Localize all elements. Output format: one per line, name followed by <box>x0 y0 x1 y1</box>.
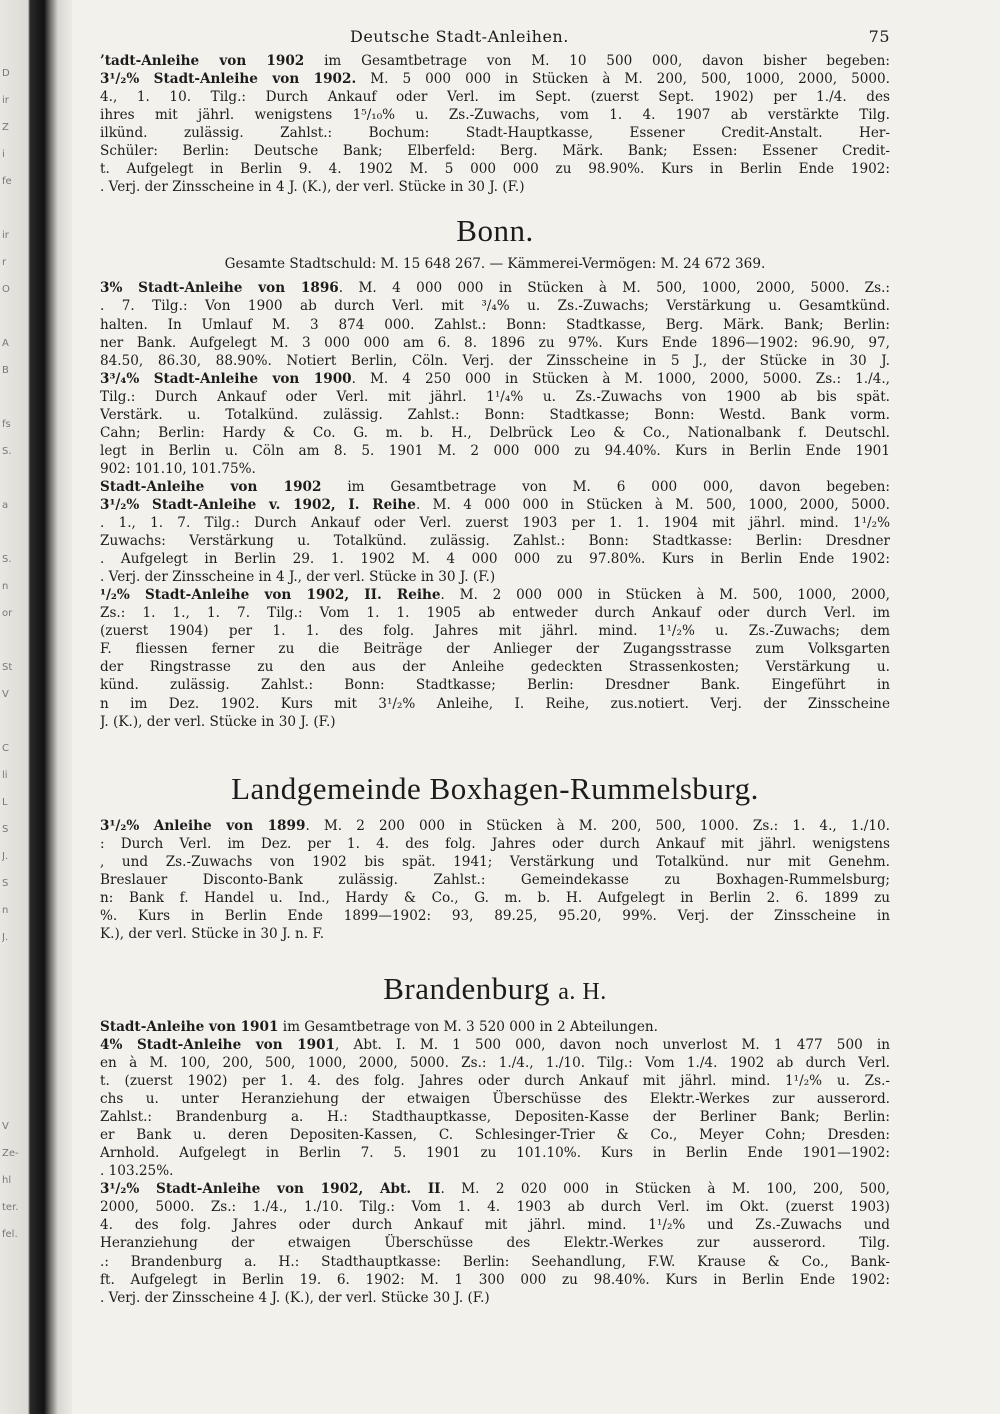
loan-title: 4% Stadt-Anleihe von 1901 <box>100 1036 336 1053</box>
text-line: der Ringstrasse zu den aus der Anleihe gedeckten Strassenkosten; Verstärkung u. <box>100 659 890 676</box>
text-line: Cahn; Berlin: Hardy & Co. G. m. b. H., Delbrück Leo & Co., Nationalbank f. Deutschl. <box>100 424 890 441</box>
heading-brandenburg-name: Brandenburg <box>383 970 551 1006</box>
text-line: Zuwachs: Verstärkung u. Totalkünd. zulässig. Zahlst.: Bonn: Stadtkasse: Berlin: Dresdner <box>100 533 890 550</box>
text-line: Tilg.: Durch Ankauf oder Verl. mit jährl. 1¹/₄% u. Zs.-Zuwachs von 1900 ab bis spät. <box>100 388 890 405</box>
text-line: 4. des folg. Jahres oder durch Ankauf mit jährl. mind. 1¹/₂% und Zs.-Zuwachs und <box>100 1217 890 1234</box>
text-line: : Durch Verl. im Dez. per 1. 4. des folg. Jahres oder durch Ankauf mit jährl. wenigstens <box>100 835 890 852</box>
text-line: . Verj. der Zinsscheine in 4 J. (K.), der verl. Stücke in 30 J. (F.) <box>100 179 525 196</box>
text-line: n im Dez. 1902. Kurs mit 3¹/₂% Anleihe, I. Reihe, zus.notiert. Verj. der Zinsscheine <box>100 695 890 712</box>
text-line: , und Zs.-Zuwachs von 1902 bis spät. 1941; Verstärkung und Totalkünd. nur mit Genehm. <box>100 853 890 870</box>
text-line: Arnhold. Aufgelegt in Berlin 7. 5. 1901 zu 101.10%. Kurs in Berlin Ende 1901—1902: <box>100 1145 890 1162</box>
loan-title: Stadt-Anleihe von 1902 <box>100 478 322 495</box>
text-line: . Verj. der Zinsscheine in 4 J., der verl. Stücke in 30 J. (F.) <box>100 569 496 586</box>
loan-title: 3% Stadt-Anleihe von 1896 <box>100 280 339 297</box>
text-line: halten. In Umlauf M. 3 874 000. Zahlst.: Bonn: Stadtkasse, Berg. Märk. Bank; Berlin: <box>100 316 890 333</box>
section-heading-bonn: Bonn. <box>456 213 534 249</box>
page-header <box>100 22 890 52</box>
loan-title: 3¹/₂% Stadt-Anleihe von 1902, Abt. II <box>100 1181 441 1198</box>
text-line: legt in Berlin u. Cöln am 8. 5. 1901 M. 2 000 000 zu 94.40%. Kurs in Berlin Ende 1901 <box>100 442 890 459</box>
text-line: 3¹/₂% Stadt-Anleihe von 1902, Abt. II. M. 2 020 000 in Stücken à M. 100, 200, 500, <box>100 1181 890 1198</box>
text-line: . 7. Tilg.: Von 1900 ab durch Verl. mit ³/₄% u. Zs.-Zuwachs; Verstärkung u. Gesamtkünd. <box>100 298 890 315</box>
loan-title: 3¹/₂% Stadt-Anleihe von 1902. <box>100 71 357 88</box>
text-line: 3¹/₂% Anleihe von 1899. M. 2 200 000 in Stücken à M. 200, 500, 1000. Zs.: 1. 4., 1./10. <box>100 817 890 834</box>
page-number: 75 <box>868 27 890 46</box>
text-line: künd. zulässig. Zahlst.: Bonn: Stadtkasse; Berlin: Dresdner Bank. Eingeführt in <box>100 677 890 694</box>
text-line: 3³/₄% Stadt-Anleihe von 1900. M. 4 250 000 in Stücken à M. 1000, 2000, 5000. Zs.: 1./4., <box>100 370 890 387</box>
text-line: ft. Aufgelegt in Berlin 19. 6. 1902: M. 1 300 000 zu 98.40%. Kurs in Berlin Ende 1902: <box>100 1271 890 1288</box>
text-line: Breslauer Disconto-Bank zulässig. Zahlst.: Gemeindekasse zu Boxhagen-Rummelsburg; <box>100 871 890 888</box>
text-line: Heranziehung der etwaigen Überschüsse des Elektr.-Werkes zur ausserord. Tilg. <box>100 1235 890 1252</box>
section-boxhagen-rummelsburg <box>100 817 890 943</box>
text-line: Stadt-Anleihe von 1902 im Gesamtbetrage von M. 6 000 000, davon begeben: <box>100 478 890 495</box>
document-page <box>100 22 890 1307</box>
text-line: F. fliessen ferner zu die Beiträge der Anlieger der Zugangsstrasse zum Volksgarten <box>100 641 890 658</box>
text-line: 4% Stadt-Anleihe von 1901, Abt. I. M. 1 500 000, davon noch unverlost M. 1 477 500 in <box>100 1036 890 1053</box>
bonn-summary: Gesamte Stadtschuld: M. 15 648 267. — Kämmerei-Vermögen: M. 24 672 369. <box>224 256 766 273</box>
section-brandenburg <box>100 1018 890 1307</box>
text-line: . 1., 1. 7. Tilg.: Durch Ankauf oder Verl. zuerst 1903 per 1. 1. 1904 mit jährl. mind. 1¹/₂% <box>100 515 890 532</box>
facing-page-edge-text: D ir Z i fe ir r O A B fs S. a S. n or St V C li L S J. S n J. V Ze- hl ter. fel. <box>2 68 19 1240</box>
loan-title: ¹/₂% Stadt-Anleihe von 1902, II. Reihe <box>100 587 441 604</box>
text-line: 3¹/₂% Stadt-Anleihe von 1902. M. 5 000 000 in Stücken à M. 200, 500, 1000, 2000, 5000. <box>100 71 890 88</box>
text-line: 3% Stadt-Anleihe von 1896. M. 4 000 000 in Stücken à M. 500, 1000, 2000, 5000. Zs.: <box>100 280 890 297</box>
text-line: .: Brandenburg a. H.: Stadthauptkasse: Berlin: Seehandlung, F.W. Krause & Co., Bank- <box>100 1253 890 1270</box>
text-line: 84.50, 86.30, 88.90%. Notiert Berlin, Cöln. Verj. der Zinsscheine in 5 J., der Stücke in 30 J. <box>100 352 890 369</box>
loan-title: 3¹/₂% Stadt-Anleihe v. 1902, I. Reihe <box>100 496 416 513</box>
text-line: %. Kurs in Berlin Ende 1899—1902: 93, 89.25, 95.20, 99%. Verj. der Zinsscheine in <box>100 907 890 924</box>
text-line: 4., 1. 10. Tilg.: Durch Ankauf oder Verl. im Sept. (zuerst Sept. 1902) per 1./4. des <box>100 89 890 106</box>
loan-title: ’tadt-Anleihe von 1902 <box>100 53 305 69</box>
text-line: (zuerst 1904) per 1. 1. des folg. Jahres mit jährl. mind. 1¹/₂% u. Zs.-Zuwachs; dem <box>100 623 890 640</box>
section-heading-boxhagen: Landgemeinde Boxhagen-Rummelsburg. <box>231 770 759 806</box>
text-line: . 103.25%. <box>100 1163 174 1180</box>
text-line: ilkünd. zulässig. Zahlst.: Bochum: Stadt-Hauptkasse, Essener Credit-Anstalt. Her- <box>100 125 890 142</box>
text-line: J. (K.), der verl. Stücke in 30 J. (F.) <box>100 713 336 730</box>
text-line: er Bank u. deren Depositen-Kassen, C. Schlesinger-Trier & Co., Meyer Cohn; Dresden: <box>100 1127 890 1144</box>
text-line: . Aufgelegt in Berlin 29. 1. 1902 M. 4 000 000 zu 97.80%. Kurs in Berlin Ende 1902: <box>100 551 890 568</box>
section-heading-brandenburg <box>100 971 890 1010</box>
text-line: 2000, 5000. Zs.: 1./4., 1./10. Tilg.: Vom 1. 4. 1903 ab durch Verl. im Okt. (zuerst 1903) <box>100 1199 890 1216</box>
text-line: K.), der verl. Stücke in 30 J. n. F. <box>100 925 325 942</box>
text-line: 3¹/₂% Stadt-Anleihe v. 1902, I. Reihe. M. 4 000 000 in Stücken à M. 500, 1000, 2000, 5000. <box>100 496 890 513</box>
text-line: ¹/₂% Stadt-Anleihe von 1902, II. Reihe. M. 2 000 000 in Stücken à M. 500, 1000, 2000, <box>100 587 890 604</box>
loan-title: 3³/₄% Stadt-Anleihe von 1900 <box>100 370 352 387</box>
running-title: Deutsche Stadt-Anleihen. <box>350 27 569 46</box>
text-line: 902: 101.10, 101.75%. <box>100 460 256 477</box>
section-bochum-continued <box>100 52 890 196</box>
text-line: Schüler: Berlin: Deutsche Bank; Elberfeld: Berg. Märk. Bank; Essen: Essener Credit- <box>100 143 890 160</box>
loan-title: 3¹/₂% Anleihe von 1899 <box>100 817 306 834</box>
text-line: Zs.: 1. 1., 1. 7. Tilg.: Vom 1. 1. 1905 ab entweder durch Ankauf oder durch Verl. im <box>100 605 890 622</box>
text-line: Stadt-Anleihe von 1901 im Gesamtbetrage von M. 3 520 000 in 2 Abteilungen. <box>100 1018 658 1035</box>
loan-title: Stadt-Anleihe von 1901 <box>100 1018 279 1035</box>
text-line: ner Bank. Aufgelegt M. 3 000 000 am 6. 8. 1896 zu 97%. Kurs Ende 1896—1902: 96.90, 97, <box>100 334 890 351</box>
text-line: ihres mit jährl. wenigstens 1⁵/₁₀% u. Zs.-Zuwachs, vom 1. 4. 1907 ab verstärkte Tilg. <box>100 107 890 124</box>
text-line: Zahlst.: Brandenburg a. H.: Stadthauptkasse, Depositen-Kasse der Berliner Bank; Berlin: <box>100 1109 890 1126</box>
heading-brandenburg-suffix: a. H. <box>558 978 607 1005</box>
text-line: chs u. unter Heranziehung der etwaigen Überschüsse des Elektr.-Werkes zur ausserord. <box>100 1091 890 1108</box>
text-line: en à M. 100, 200, 500, 1000, 2000, 5000. Zs.: 1./4., 1./10. Tilg.: Vom 1./4. 1902 ab durch Verl. <box>100 1055 890 1072</box>
text-line: Verstärk. u. Totalkünd. zulässig. Zahlst.: Bonn: Stadtkasse; Bonn: Westd. Bank vorm. <box>100 406 890 423</box>
text-line: ’tadt-Anleihe von 1902 im Gesamtbetrage von M. 10 500 000, davon bisher begeben: <box>100 53 890 69</box>
text-line: n: Bank f. Handel u. Ind., Hardy & Co., G. m. b. H. Aufgelegt in Berlin 2. 6. 1899 zu <box>100 889 890 906</box>
section-bonn <box>100 279 890 730</box>
text-line: t. Aufgelegt in Berlin 9. 4. 1902 M. 5 000 000 zu 98.90%. Kurs in Berlin Ende 1902: <box>100 161 890 178</box>
text-line: t. (zuerst 1902) per 1. 4. des folg. Jahres oder durch Ankauf mit jährl. mind. 1¹/₂% u. Zs.- <box>100 1073 890 1090</box>
text-line: . Verj. der Zinsscheine 4 J. (K.), der verl. Stücke 30 J. (F.) <box>100 1289 490 1306</box>
book-gutter <box>0 0 72 1414</box>
